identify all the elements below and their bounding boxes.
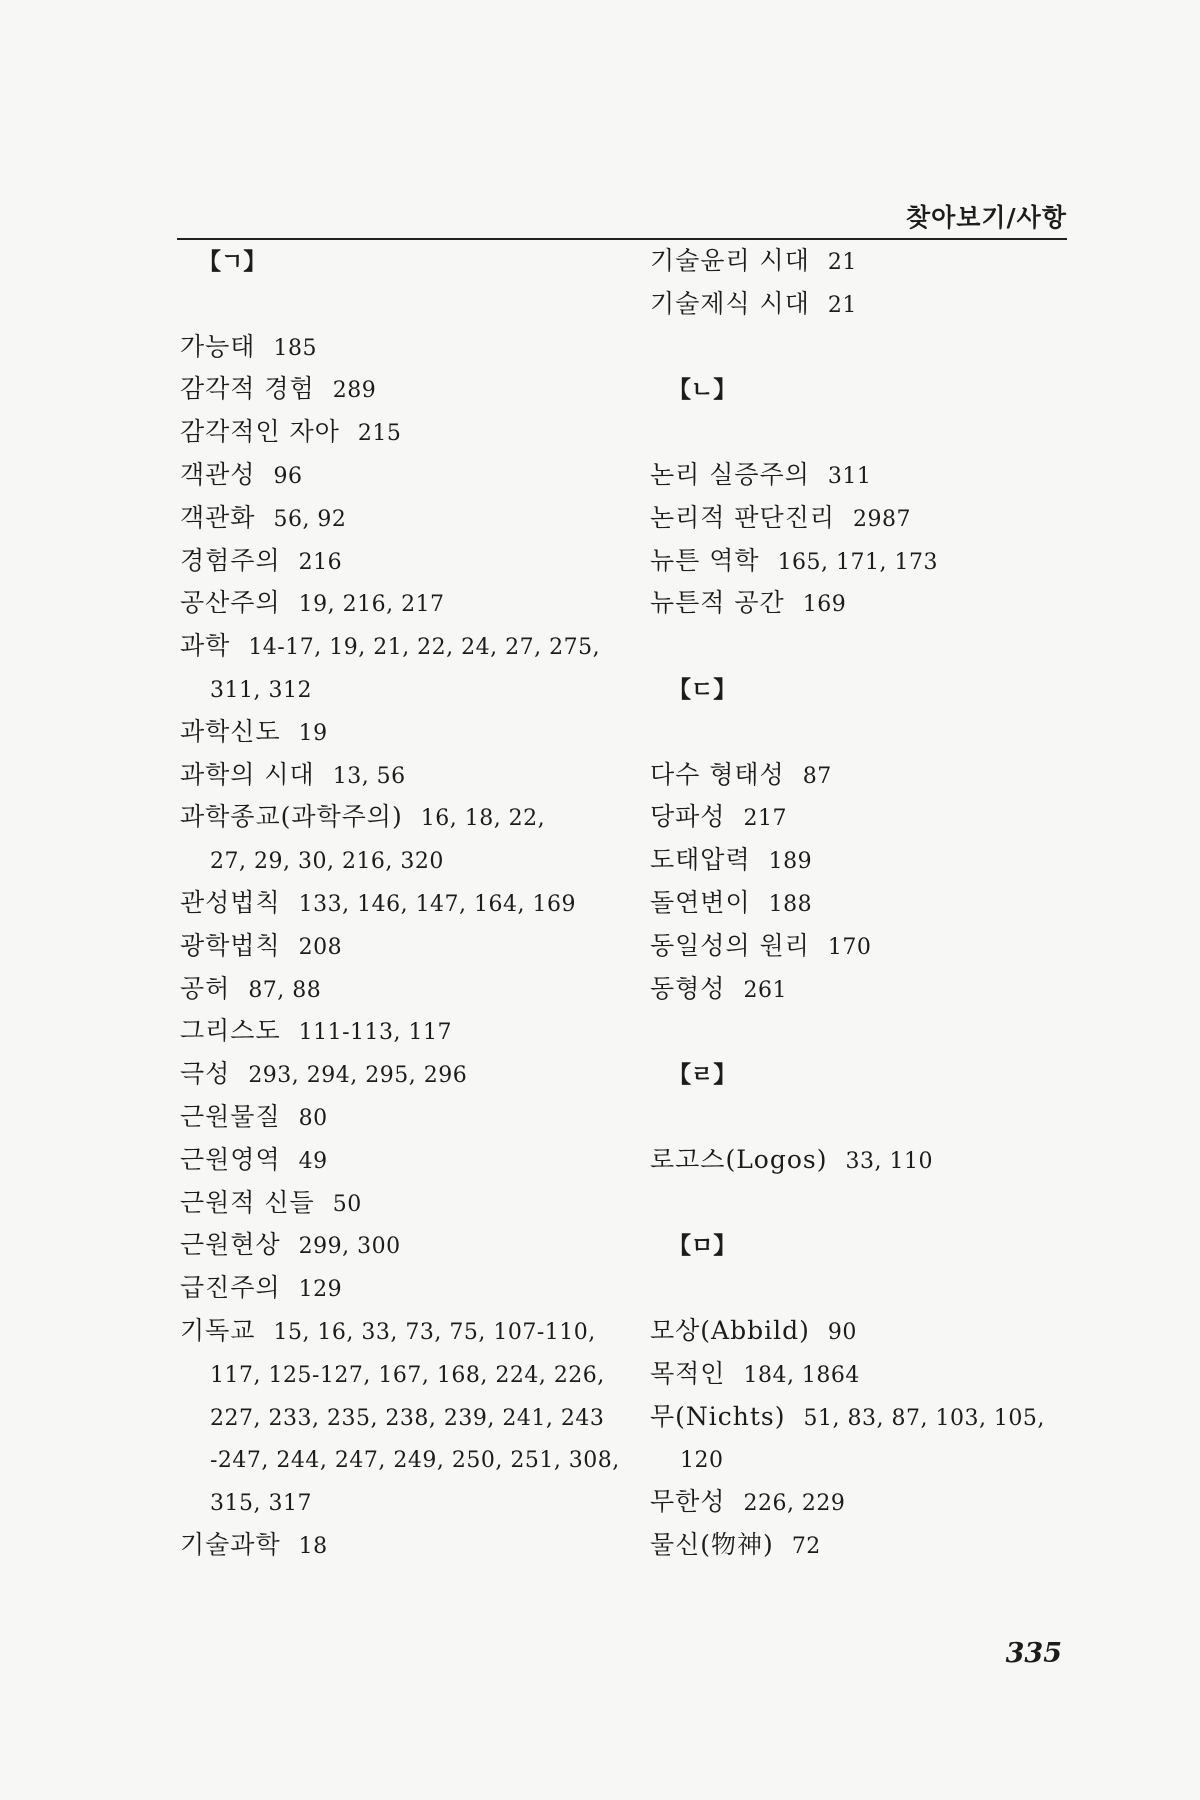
blank-line <box>650 625 1120 668</box>
page-numbers: 188 <box>768 891 813 917</box>
index-entry <box>180 796 630 839</box>
blank-line <box>650 326 1120 369</box>
page-numbers: 13, 56 <box>332 763 406 789</box>
index-term: 과학종교(과학주의) <box>180 802 403 832</box>
page-numbers: 129 <box>298 1277 343 1303</box>
page-numbers: 311 <box>827 463 872 489</box>
index-entry-continuation <box>180 1396 630 1439</box>
page-numbers: 90 <box>827 1319 857 1345</box>
index-term: 근원적 신들 <box>180 1187 315 1217</box>
index-term: 급진주의 <box>180 1273 281 1303</box>
index-entry <box>650 1524 1120 1567</box>
index-term: 목적인 <box>650 1358 726 1388</box>
index-entry <box>650 796 1120 839</box>
index-entry <box>180 540 630 583</box>
page-numbers: 185 <box>273 335 317 361</box>
section-heading <box>650 368 1120 411</box>
page-numbers: 170 <box>827 934 872 960</box>
index-entry <box>180 1267 630 1310</box>
index-entry-continuation <box>650 1438 1120 1481</box>
page-numbers-continued: 117, 125-127, 167, 168, 224, 226, <box>210 1362 605 1388</box>
page-numbers: 226, 229 <box>743 1491 846 1517</box>
page-numbers: 51, 83, 87, 103, 105, <box>803 1405 1045 1431</box>
page-numbers: 19 <box>298 720 328 746</box>
index-term: 근원현상 <box>180 1230 281 1260</box>
index-term: 기독교 <box>180 1315 256 1345</box>
index-term: 뉴튼 역학 <box>650 545 760 575</box>
index-entry <box>180 582 630 625</box>
index-entry-continuation <box>180 839 630 882</box>
section-letter: 【ㄱ】 <box>198 249 267 275</box>
index-entry-continuation <box>180 1481 630 1524</box>
section-heading <box>650 1053 1120 1096</box>
index-entry <box>180 1139 630 1182</box>
index-term: 근원물질 <box>180 1101 281 1131</box>
index-entry <box>650 839 1120 882</box>
page-numbers: 72 <box>791 1533 821 1559</box>
index-entry <box>180 411 630 454</box>
running-head: 찾아보기/사항 <box>905 203 1067 232</box>
index-entry <box>180 968 630 1011</box>
page-numbers: 208 <box>298 934 343 960</box>
index-column-left <box>180 240 630 1567</box>
page-numbers: 289 <box>332 378 377 404</box>
page-numbers: 80 <box>298 1105 328 1131</box>
page-numbers-continued: 315, 317 <box>210 1491 312 1517</box>
page-numbers-continued: 27, 29, 30, 216, 320 <box>210 849 444 875</box>
index-term: 공허 <box>180 973 231 1003</box>
index-entry <box>650 240 1120 283</box>
page-numbers: 19, 216, 217 <box>298 592 445 618</box>
page-numbers: 189 <box>768 849 813 875</box>
index-term: 도태압력 <box>650 845 751 875</box>
index-term: 감각적 경험 <box>180 374 315 404</box>
index-entry-continuation <box>180 668 630 711</box>
page-numbers: 216 <box>298 549 343 575</box>
page-numbers-continued: -247, 244, 247, 249, 250, 251, 308, <box>210 1448 620 1474</box>
index-entry <box>180 754 630 797</box>
section-heading <box>180 240 630 283</box>
index-entry <box>650 582 1120 625</box>
index-term: 기술제식 시대 <box>650 288 810 318</box>
section-letter: 【ㅁ】 <box>668 1233 737 1260</box>
page-numbers: 133, 146, 147, 164, 169 <box>298 891 577 917</box>
page-numbers: 293, 294, 295, 296 <box>248 1063 468 1089</box>
index-term: 동일성의 원리 <box>650 930 810 960</box>
index-entry <box>650 925 1120 968</box>
index-entry <box>180 326 630 369</box>
page-numbers: 261 <box>743 977 787 1003</box>
index-term: 무(Nichts) <box>650 1401 786 1431</box>
page-numbers: 56, 92 <box>273 506 347 532</box>
index-term: 다수 형태성 <box>650 759 785 789</box>
index-term: 객관성 <box>180 459 256 489</box>
blank-line <box>650 1267 1120 1310</box>
index-term: 돌연변이 <box>650 887 751 917</box>
blank-line <box>650 711 1120 754</box>
index-term: 과학 <box>180 631 231 661</box>
index-entry <box>650 1481 1120 1524</box>
page-numbers: 87, 88 <box>248 977 322 1003</box>
index-entry <box>180 1310 630 1353</box>
index-term: 과학신도 <box>180 716 281 746</box>
index-term: 경험주의 <box>180 545 281 575</box>
index-term: 광학법칙 <box>180 930 281 960</box>
page-numbers: 215 <box>357 421 402 447</box>
page-numbers-continued: 120 <box>680 1448 724 1474</box>
index-entry <box>650 1139 1120 1182</box>
index-term: 당파성 <box>650 802 726 832</box>
index-entry <box>650 497 1120 540</box>
page-numbers: 21 <box>827 292 857 318</box>
page-numbers: 96 <box>273 463 303 489</box>
index-term: 뉴튼적 공간 <box>650 588 785 618</box>
index-entry-continuation <box>180 1353 630 1396</box>
index-entry <box>650 1396 1120 1439</box>
page-numbers: 2987 <box>853 506 911 532</box>
index-term: 그리스도 <box>180 1016 281 1046</box>
index-term: 기술윤리 시대 <box>650 246 810 275</box>
index-term: 무한성 <box>650 1487 726 1517</box>
index-term: 논리 실증주의 <box>650 459 810 489</box>
section-letter: 【ㄷ】 <box>668 676 737 703</box>
page-numbers: 169 <box>802 592 847 618</box>
section-letter: 【ㄴ】 <box>668 377 737 404</box>
index-term: 과학의 시대 <box>180 759 315 789</box>
index-term: 동형성 <box>650 973 726 1003</box>
index-term: 근원영역 <box>180 1144 281 1174</box>
blank-line <box>650 1010 1120 1053</box>
index-entry <box>180 1053 630 1096</box>
section-heading <box>650 668 1120 711</box>
index-entry <box>180 1224 630 1267</box>
index-entry <box>650 1310 1120 1353</box>
index-entry <box>180 711 630 754</box>
page-numbers: 49 <box>298 1148 328 1174</box>
blank-line <box>650 411 1120 454</box>
index-term: 관성법칙 <box>180 887 281 917</box>
blank-line <box>650 1182 1120 1225</box>
page-numbers: 165, 171, 173 <box>777 549 939 575</box>
index-entry <box>180 625 630 668</box>
index-entry <box>180 1010 630 1053</box>
page-numbers: 15, 16, 33, 73, 75, 107-110, <box>273 1319 596 1345</box>
index-entry <box>180 925 630 968</box>
page-numbers: 299, 300 <box>298 1234 401 1260</box>
page-numbers: 184, 1864 <box>743 1362 860 1388</box>
section-heading <box>650 1224 1120 1267</box>
section-letter: 【ㄹ】 <box>668 1062 737 1089</box>
index-column-right <box>650 240 1120 1567</box>
page-numbers: 217 <box>743 806 787 832</box>
page-numbers: 16, 18, 22, <box>420 806 546 832</box>
page-numbers: 33, 110 <box>845 1148 933 1174</box>
blank-line <box>650 1096 1120 1139</box>
index-term: 극성 <box>180 1059 231 1089</box>
page-numbers: 14-17, 19, 21, 22, 24, 27, 275, <box>248 635 601 661</box>
page-numbers: 50 <box>332 1191 362 1217</box>
index-entry <box>180 454 630 497</box>
index-term: 논리적 판단진리 <box>650 502 835 532</box>
index-entry <box>650 754 1120 797</box>
index-entry <box>650 968 1120 1011</box>
page-numbers: 87 <box>802 763 832 789</box>
index-entry <box>180 497 630 540</box>
page-numbers: 18 <box>298 1533 328 1559</box>
index-entry-continuation <box>180 1438 630 1481</box>
index-term: 가능태 <box>180 331 256 361</box>
index-entry <box>650 454 1120 497</box>
index-term: 기술과학 <box>180 1529 281 1559</box>
index-entry <box>180 1182 630 1225</box>
page-number: 335 <box>1005 1638 1062 1669</box>
page-numbers: 111-113, 117 <box>298 1020 453 1046</box>
index-entry <box>180 1524 630 1567</box>
index-term: 모상(Abbild) <box>650 1315 810 1345</box>
index-entry <box>650 283 1120 326</box>
index-term: 공산주의 <box>180 588 281 618</box>
index-entry <box>180 882 630 925</box>
index-term: 감각적인 자아 <box>180 417 340 447</box>
index-entry <box>180 368 630 411</box>
index-entry <box>650 1353 1120 1396</box>
page-numbers: 21 <box>827 250 857 275</box>
index-term: 객관화 <box>180 502 256 532</box>
blank-line <box>180 283 630 326</box>
index-term: 로고스(Logos) <box>650 1144 828 1174</box>
index-term: 물신(物神) <box>650 1529 774 1559</box>
index-entry <box>650 540 1120 583</box>
index-entry <box>180 1096 630 1139</box>
page-numbers-continued: 311, 312 <box>210 677 312 703</box>
index-entry <box>650 882 1120 925</box>
page-numbers-continued: 227, 233, 235, 238, 239, 241, 243 <box>210 1405 605 1431</box>
